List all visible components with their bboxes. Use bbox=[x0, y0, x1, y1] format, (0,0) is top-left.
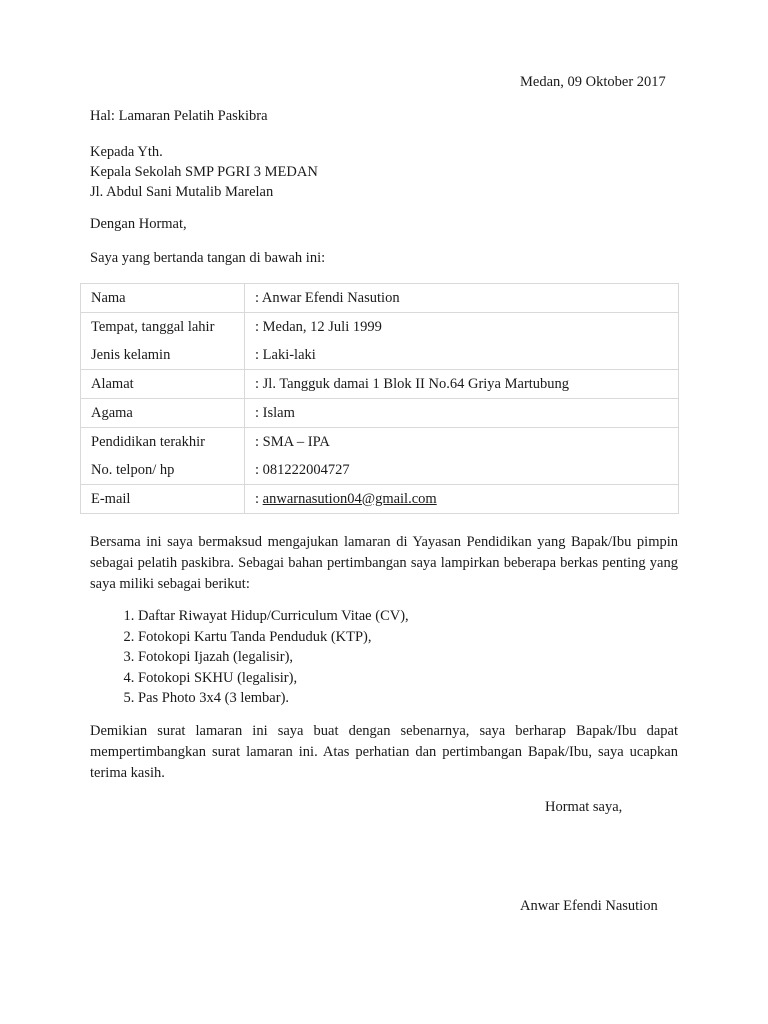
table-row bbox=[81, 370, 679, 399]
info-value: : Jl. Tangguk damai 1 Blok II No.64 Griya Martubung bbox=[245, 370, 679, 399]
attachment-list bbox=[90, 606, 409, 709]
table-row bbox=[81, 399, 679, 428]
list-item: 3. Fotokopi Ijazah (legalisir), bbox=[138, 647, 409, 668]
applicant-info-table bbox=[80, 283, 679, 514]
table-row bbox=[81, 341, 679, 370]
info-label: No. telpon/ hp bbox=[81, 456, 245, 485]
info-value: : Medan, 12 Juli 1999 bbox=[245, 313, 679, 342]
list-item: 4. Fotokopi SKHU (legalisir), bbox=[138, 668, 409, 689]
email-link[interactable]: anwarnasution04@gmail.com bbox=[262, 490, 437, 507]
info-label: Agama bbox=[81, 399, 245, 428]
body-paragraph-2: Demikian surat lamaran ini saya buat dengan sebenarnya, saya berharap Bapak/Ibu dapat mempertimbangkan surat lamaran ini. Atas perhatian dan pertimbangan Bapak/Ibu, saya ucapkan terima kasih. bbox=[90, 723, 678, 781]
list-item: 5. Pas Photo 3x4 (3 lembar). bbox=[138, 688, 409, 709]
table-row bbox=[81, 485, 679, 514]
list-item: 1. Daftar Riwayat Hidup/Curriculum Vitae (CV), bbox=[138, 606, 409, 627]
closing-text: Hormat saya, bbox=[545, 799, 623, 815]
info-value: : Laki-laki bbox=[245, 341, 679, 370]
greeting: Dengan Hormat, bbox=[90, 216, 187, 232]
recipient-name: Kepala Sekolah SMP PGRI 3 MEDAN bbox=[90, 164, 318, 180]
table-row bbox=[81, 456, 679, 485]
body-paragraph-1: Bersama ini saya bermaksud mengajukan lamaran di Yayasan Pendidikan yang Bapak/Ibu pimpin sebagai pelatih paskibra. Sebagai bahan pertimbangan saya lampirkan beberapa berkas penting yang saya miliki sebagai berikut: bbox=[90, 534, 678, 592]
letter-subject: Hal: Lamaran Pelatih Paskibra bbox=[90, 108, 268, 124]
signer-name: Anwar Efendi Nasution bbox=[520, 898, 658, 914]
info-label: Nama bbox=[81, 284, 245, 313]
table-row bbox=[81, 284, 679, 313]
info-label: Jenis kelamin bbox=[81, 341, 245, 370]
info-label: Pendidikan terakhir bbox=[81, 428, 245, 457]
info-value: : SMA – IPA bbox=[245, 428, 679, 457]
table-row bbox=[81, 313, 679, 342]
info-label: Alamat bbox=[81, 370, 245, 399]
info-label: Tempat, tanggal lahir bbox=[81, 313, 245, 342]
info-value: : 081222004727 bbox=[245, 456, 679, 485]
email-prefix: : bbox=[255, 490, 263, 507]
info-value: : Islam bbox=[245, 399, 679, 428]
recipient-address: Jl. Abdul Sani Mutalib Marelan bbox=[90, 184, 274, 200]
list-item: 2. Fotokopi Kartu Tanda Penduduk (KTP), bbox=[138, 627, 409, 648]
letter-date: Medan, 09 Oktober 2017 bbox=[520, 74, 666, 90]
info-value bbox=[245, 485, 679, 514]
info-value: : Anwar Efendi Nasution bbox=[245, 284, 679, 313]
info-label: E-mail bbox=[81, 485, 245, 514]
recipient-salutation: Kepada Yth. bbox=[90, 144, 163, 160]
intro-text: Saya yang bertanda tangan di bawah ini: bbox=[90, 250, 326, 266]
table-row bbox=[81, 428, 679, 457]
recipient-block bbox=[90, 142, 318, 202]
